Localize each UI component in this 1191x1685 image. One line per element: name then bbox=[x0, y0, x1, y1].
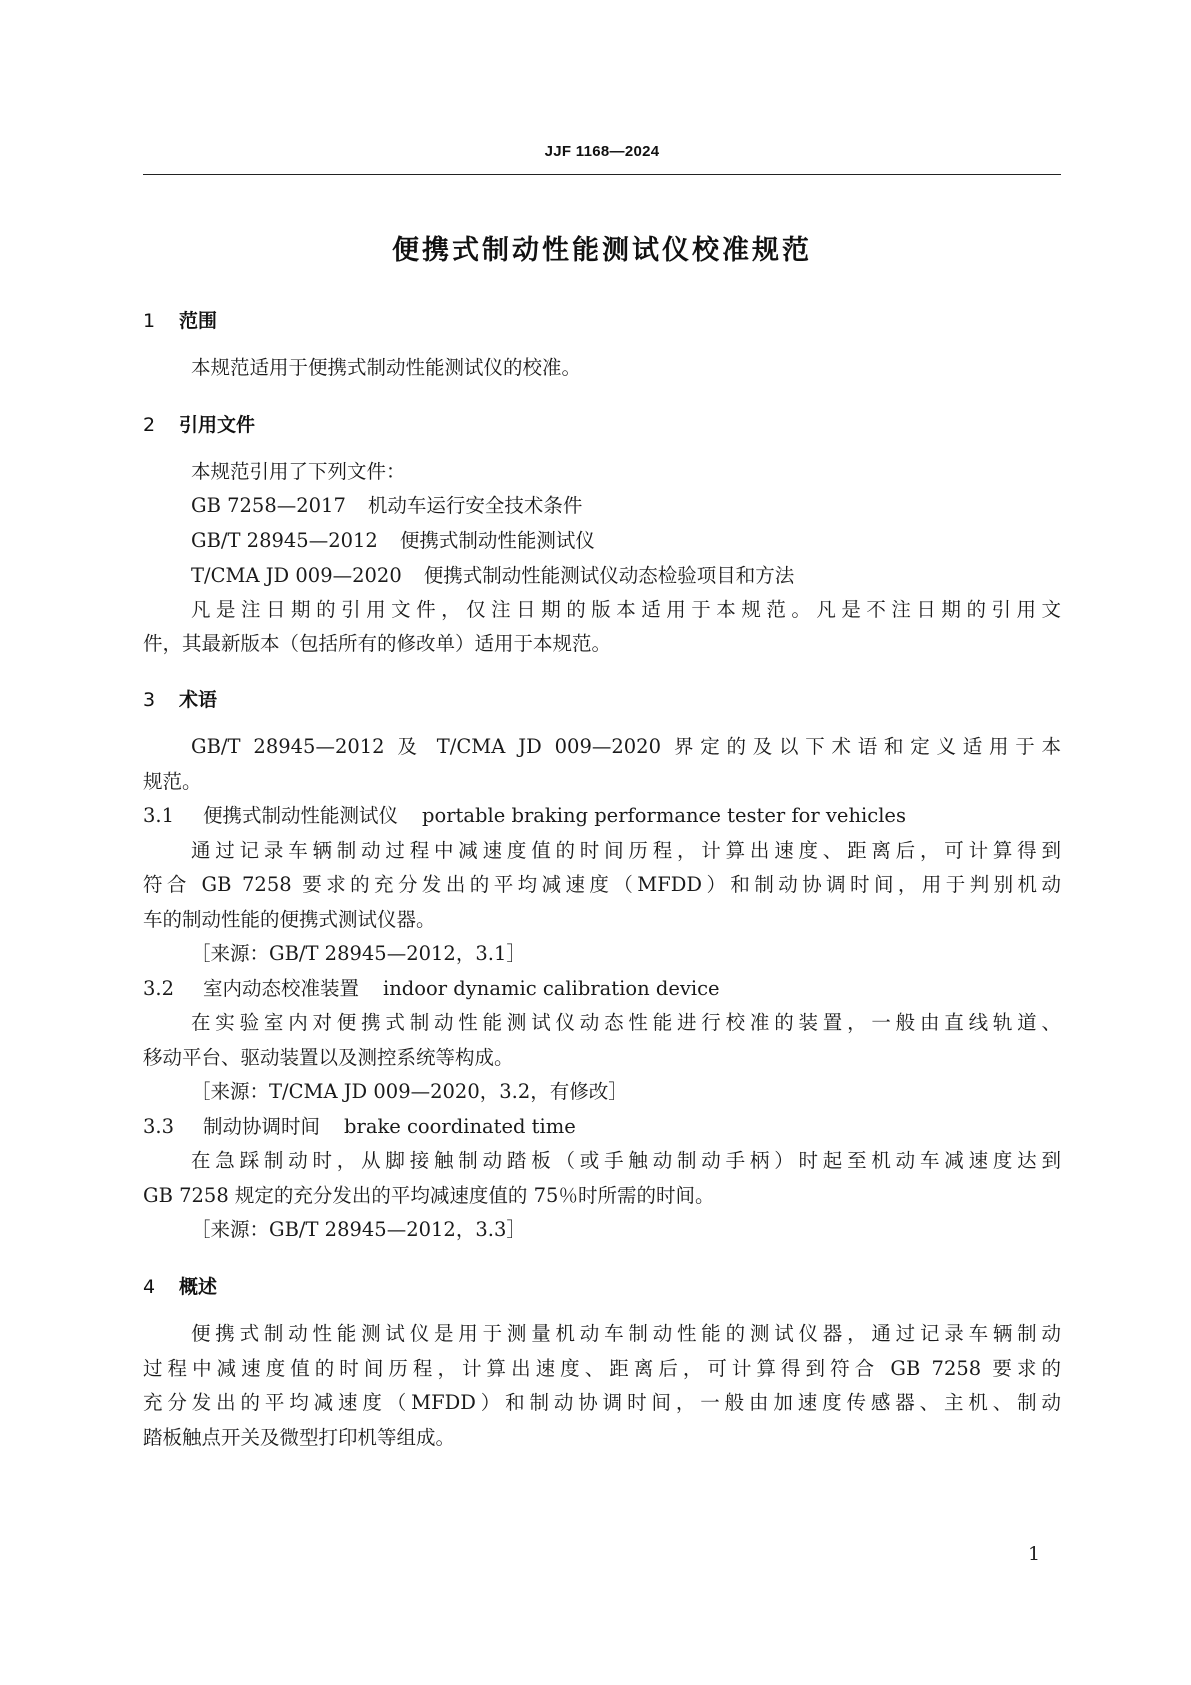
term-3-1-heading bbox=[143, 803, 906, 829]
term-chinese: 室内动态校准装置 bbox=[203, 977, 360, 1000]
document-title: 便携式制动性能测试仪校准规范 bbox=[392, 235, 812, 266]
term-definition-line: 移动平台、驱动装置以及测控系统等构成。 bbox=[143, 1046, 514, 1069]
section-3-heading bbox=[143, 685, 217, 712]
reference-item bbox=[191, 563, 794, 589]
overview-line: 过程中减速度值的时间历程，计算出速度、距离后，可计算得到符合 GB 7258 要求的 bbox=[143, 1357, 1061, 1380]
term-chinese: 便携式制动性能测试仪 bbox=[203, 804, 399, 827]
reference-code: GB 7258—2017 bbox=[191, 494, 346, 517]
references-intro: 本规范引用了下列文件： bbox=[191, 460, 406, 483]
term-source: ［来源：T/CMA JD 009—2020，3.2，有修改］ bbox=[191, 1080, 628, 1103]
overview-line: 便携式制动性能测试仪是用于测量机动车制动性能的测试仪器，通过记录车辆制动 bbox=[191, 1322, 1061, 1345]
term-english: brake coordinated time bbox=[344, 1115, 576, 1138]
section-2-heading bbox=[143, 410, 255, 437]
section-title: 引用文件 bbox=[179, 414, 256, 436]
term-number: 3.3 bbox=[143, 1115, 175, 1138]
term-definition-line: GB 7258 规定的充分发出的平均减速度值的 75％时所需的时间。 bbox=[143, 1184, 715, 1207]
section-4-heading bbox=[143, 1272, 217, 1299]
page-number: 1 bbox=[1028, 1543, 1041, 1565]
section-number: 2 bbox=[143, 414, 156, 436]
overview-line: 踏板触点开关及微型打印机等组成。 bbox=[143, 1426, 456, 1449]
reference-item bbox=[191, 493, 582, 519]
term-english: portable braking performance tester for vehicles bbox=[422, 804, 906, 827]
section-title: 术语 bbox=[179, 689, 218, 711]
section-1-paragraph: 本规范适用于便携式制动性能测试仪的校准。 bbox=[191, 356, 582, 379]
reference-title: 便携式制动性能测试仪动态检验项目和方法 bbox=[423, 564, 795, 587]
term-definition-line: 通过记录车辆制动过程中减速度值的时间历程，计算出速度、距离后，可计算得到 bbox=[191, 839, 1061, 862]
term-number: 3.2 bbox=[143, 977, 175, 1000]
term-source: ［来源：GB/T 28945—2012，3.1］ bbox=[191, 942, 526, 965]
references-note-line-1: 凡是注日期的引用文件，仅注日期的版本适用于本规范。凡是不注日期的引用文 bbox=[191, 598, 1061, 621]
section-title: 范围 bbox=[179, 310, 218, 332]
section-title: 概述 bbox=[179, 1276, 218, 1298]
reference-code: T/CMA JD 009—2020 bbox=[191, 564, 402, 587]
overview-line: 充分发出的平均减速度（MFDD）和制动协调时间，一般由加速度传感器、主机、制动 bbox=[143, 1391, 1061, 1414]
term-english: indoor dynamic calibration device bbox=[383, 977, 720, 1000]
term-source: ［来源：GB/T 28945—2012，3.3］ bbox=[191, 1218, 526, 1241]
terms-intro-line-2: 规范。 bbox=[143, 770, 202, 793]
term-definition-line: 在急踩制动时，从脚接触制动踏板（或手触动制动手柄）时起至机动车减速度达到 bbox=[191, 1149, 1061, 1172]
term-number: 3.1 bbox=[143, 804, 175, 827]
term-chinese: 制动协调时间 bbox=[203, 1115, 321, 1138]
term-definition-line: 在实验室内对便携式制动性能测试仪动态性能进行校准的装置，一般由直线轨道、 bbox=[191, 1011, 1061, 1034]
section-number: 4 bbox=[143, 1276, 156, 1298]
section-number: 3 bbox=[143, 689, 156, 711]
term-definition-line: 车的制动性能的便携式测试仪器。 bbox=[143, 908, 436, 931]
terms-intro-line-1: GB/T 28945—2012 及 T/CMA JD 009—2020 界定的及以下术语和定义适用于本 bbox=[191, 735, 1061, 758]
reference-title: 便携式制动性能测试仪 bbox=[399, 529, 595, 552]
running-header: JJF 1168—2024 bbox=[544, 143, 660, 160]
term-3-3-heading bbox=[143, 1114, 576, 1140]
reference-item bbox=[191, 528, 595, 554]
term-3-2-heading bbox=[143, 976, 720, 1002]
term-definition-line: 符合 GB 7258 要求的充分发出的平均减速度（MFDD）和制动协调时间，用于判别机动 bbox=[143, 873, 1061, 896]
reference-code: GB/T 28945—2012 bbox=[191, 529, 378, 552]
section-1-heading bbox=[143, 306, 217, 333]
reference-title: 机动车运行安全技术条件 bbox=[367, 494, 583, 517]
header-rule bbox=[143, 174, 1061, 175]
section-number: 1 bbox=[143, 310, 156, 332]
references-note-line-2: 件，其最新版本（包括所有的修改单）适用于本规范。 bbox=[143, 632, 612, 655]
